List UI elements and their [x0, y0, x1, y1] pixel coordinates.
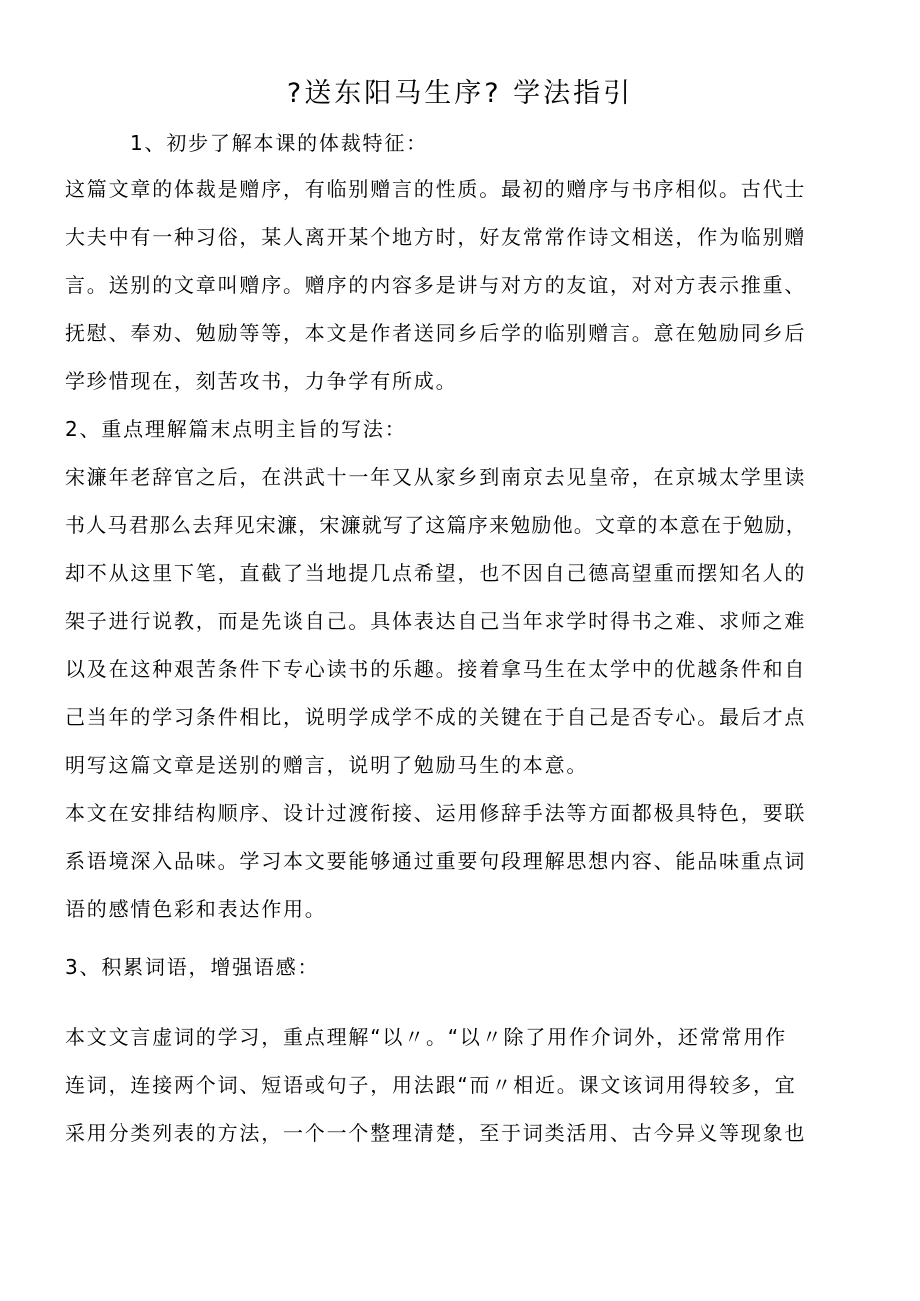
section-1-line-2: 大夫中有一种习俗，某人离开某个地方时，好友常常作诗文相送，作为临别赠 [65, 225, 807, 249]
section-3-line-3: 采用分类列表的方法，一个一个整理清楚，至于词类活用、古今异义等现象也 [65, 1121, 807, 1145]
section-2-line-3: 却不从这里下笔，直截了当地提几点希望，也不因自己德高望重而摆知名人的 [65, 561, 807, 585]
document-title: ?送东阳马生序? 学法指引 [286, 78, 634, 109]
section-1-heading: 1、初步了解本课的体裁特征： [130, 131, 428, 155]
section-1-line-1: 这篇文章的体裁是赠序，有临别赠言的性质。最初的赠序与书序相似。古代士 [65, 177, 807, 201]
section-2-heading: 2、重点理解篇末点明主旨的写法： [65, 417, 407, 441]
section-3-line-1: 本文文言虚词的学习，重点理解“以〃。“以〃除了用作介词外，还常常用作 [65, 1025, 787, 1049]
section-2-line-2: 书人马君那么去拜见宋濂，宋濂就写了这篇序来勉励他。文章的本意在于勉励， [65, 513, 807, 537]
section-1-line-4: 抚慰、奉劝、勉励等等，本文是作者送同乡后学的临别赠言。意在勉励同乡后 [65, 321, 807, 345]
section-2-line-4: 架子进行说教，而是先谈自己。具体表达自己当年求学时得书之难、求师之难 [65, 609, 807, 633]
section-2-p2-line-1: 本文在安排结构顺序、设计过渡衔接、运用修辞手法等方面都极具特色，要联 [65, 801, 807, 825]
section-2-line-7: 明写这篇文章是送别的赠言，说明了勉励马生的本意。 [65, 753, 589, 777]
section-3-heading: 3、积累词语，增强语感： [65, 955, 320, 979]
section-1-line-3: 言。送别的文章叫赠序。赠序的内容多是讲与对方的友谊，对对方表示推重、 [65, 273, 807, 297]
section-2-line-6: 己当年的学习条件相比，说明学成学不成的关键在于自己是否专心。最后才点 [65, 705, 807, 729]
section-2-line-1: 宋濂年老辞官之后，在洪武十一年又从家乡到南京去见皇帝，在京城太学里读 [65, 465, 807, 489]
section-2-p2-line-2: 系语境深入品味。学习本文要能够通过重要句段理解思想内容、能品味重点词 [65, 849, 807, 873]
section-3-line-2: 连词，连接两个词、短语或句子，用法跟“而〃相近。课文该词用得较多，宜 [65, 1073, 797, 1097]
section-2-line-5: 以及在这种艰苦条件下专心读书的乐趣。接着拿马生在太学中的优越条件和自 [65, 657, 807, 681]
section-2-p2-line-3: 语的感情色彩和表达作用。 [65, 897, 327, 921]
section-1-line-5: 学珍惜现在，刻苦攻书，力争学有所成。 [65, 369, 458, 393]
